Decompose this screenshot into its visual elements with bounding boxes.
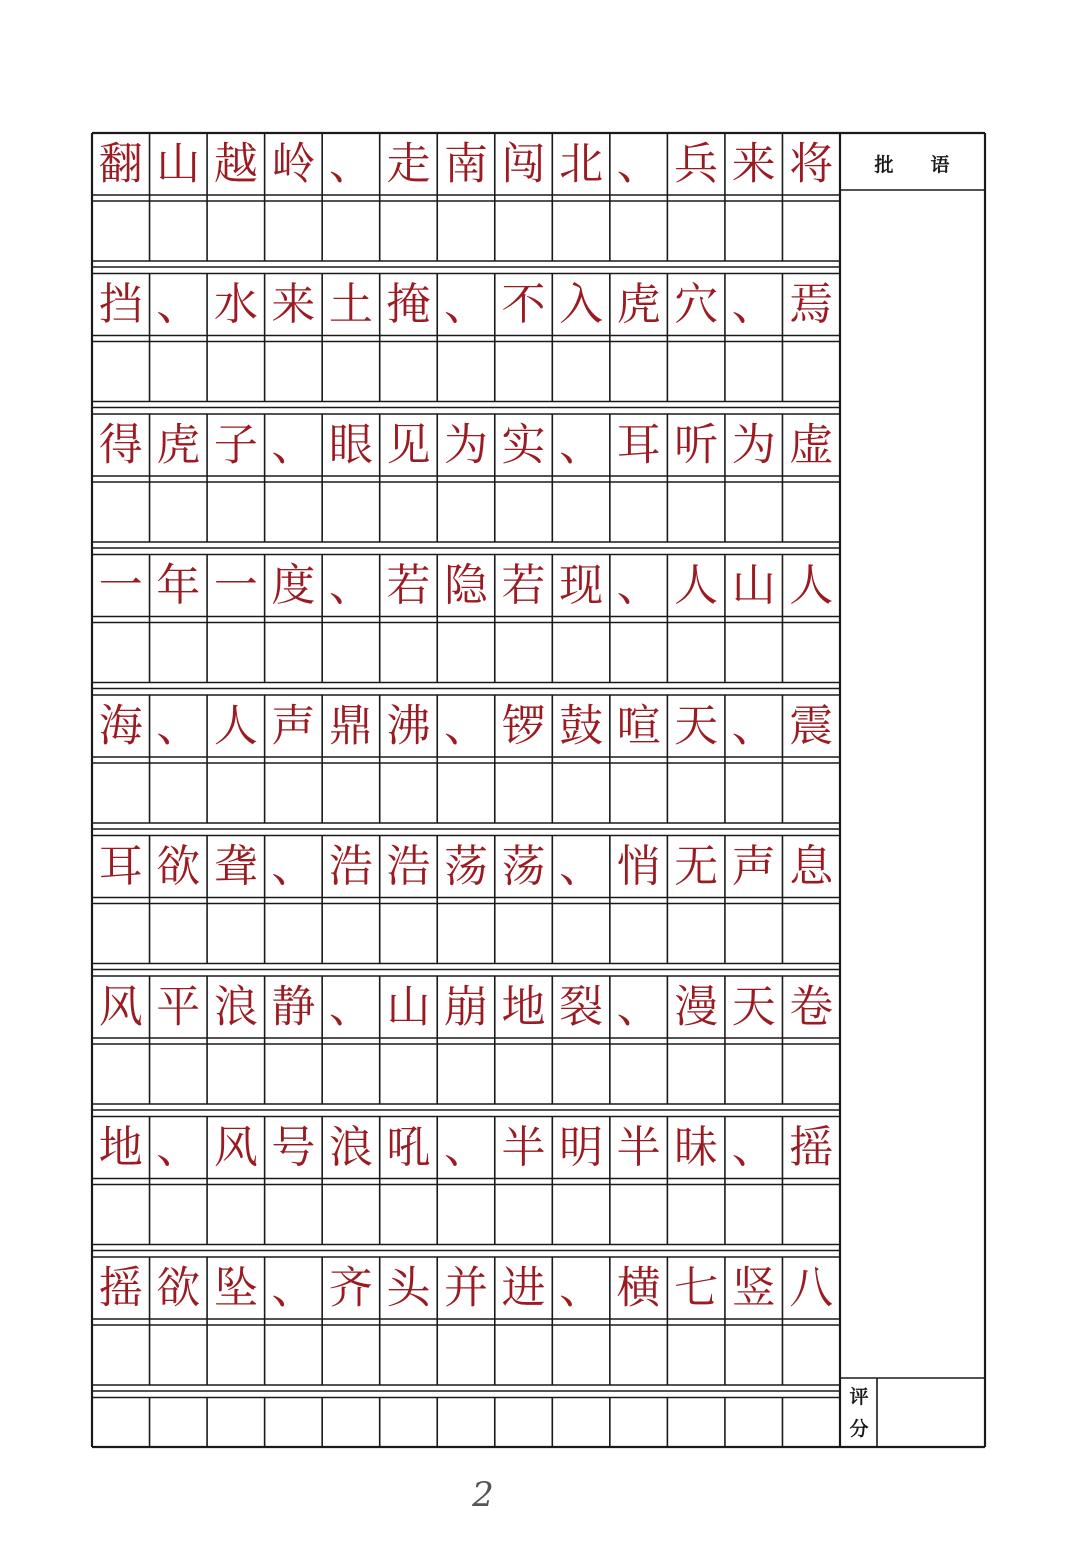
practice-character: 岭: [271, 138, 316, 190]
practice-character: 一: [213, 560, 258, 611]
practice-character: 齐: [328, 1262, 373, 1314]
practice-character: 震: [789, 700, 834, 752]
practice-character: 年: [156, 560, 201, 611]
practice-character: 耳: [98, 841, 143, 892]
practice-character: 土: [328, 279, 373, 330]
practice-character: 焉: [789, 279, 834, 330]
practice-character: 天: [731, 981, 776, 1033]
practice-character: 、: [731, 1122, 776, 1173]
practice-character: 息: [789, 841, 834, 892]
practice-character: 子: [213, 419, 258, 471]
practice-character: 竖: [731, 1262, 776, 1314]
practice-character: 沸: [386, 700, 431, 752]
practice-characters: [99, 139, 834, 1314]
practice-character: 隐: [444, 560, 488, 611]
practice-character: 得: [98, 419, 143, 471]
practice-character: 漫: [674, 981, 719, 1033]
practice-character: 见: [386, 419, 431, 471]
practice-character: 浩: [386, 841, 431, 892]
practice-character: 、: [156, 700, 201, 752]
practice-character: 聋: [213, 841, 258, 892]
page-number: 2: [472, 1475, 494, 1515]
practice-character: 山: [156, 138, 201, 190]
practice-character: 明: [559, 1122, 604, 1173]
practice-character: 兵: [674, 138, 719, 190]
practice-character: 来: [731, 138, 776, 190]
practice-character: 挡: [98, 279, 143, 330]
practice-character: 、: [616, 560, 661, 611]
practice-character: 为: [731, 419, 776, 471]
practice-character: 天: [674, 700, 719, 752]
score-label-char-2: 分: [849, 1418, 869, 1440]
practice-character: 人: [674, 560, 719, 611]
practice-character: 横: [616, 1262, 661, 1314]
practice-character: 翻: [98, 138, 143, 190]
practice-character: 南: [444, 138, 488, 190]
practice-character: 、: [271, 1262, 316, 1314]
practice-character: 风: [213, 1122, 258, 1173]
practice-character: 人: [213, 700, 258, 752]
practice-character: 掩: [386, 279, 431, 330]
practice-character: 地: [98, 1122, 143, 1173]
practice-character: 吼: [386, 1122, 431, 1173]
practice-character: 将: [789, 138, 834, 190]
practice-character: 若: [501, 560, 546, 611]
practice-character: 无: [674, 841, 719, 892]
practice-character: 号: [271, 1122, 316, 1173]
practice-character: 来: [271, 279, 316, 330]
practice-character: 荡: [501, 841, 546, 892]
practice-character: 海: [98, 700, 143, 752]
practice-character: 人: [789, 560, 834, 611]
practice-character: 浩: [328, 841, 373, 892]
practice-character: 喧: [616, 700, 661, 752]
practice-character: 不: [501, 279, 546, 330]
practice-character: 昧: [674, 1122, 719, 1173]
practice-character: 裂: [559, 981, 604, 1033]
practice-character: 虚: [789, 419, 834, 471]
practice-character: 、: [444, 1122, 488, 1173]
practice-character: 、: [731, 700, 776, 752]
practice-character: 静: [271, 981, 316, 1033]
practice-character: 、: [156, 279, 201, 330]
practice-character: 一: [98, 560, 143, 611]
practice-character: 、: [616, 138, 661, 190]
practice-character: 并: [444, 1262, 488, 1314]
practice-character: 风: [98, 981, 143, 1033]
practice-character: 、: [731, 279, 776, 330]
practice-character: 鼎: [328, 700, 373, 752]
practice-character: 、: [271, 841, 316, 892]
practice-character: 闯: [501, 138, 546, 190]
practice-character: 地: [501, 981, 546, 1033]
practice-character: 水: [213, 279, 258, 330]
practice-character: 声: [731, 841, 776, 892]
practice-character: 浪: [328, 1122, 373, 1173]
practice-character: 入: [559, 279, 604, 330]
practice-character: 、: [328, 138, 373, 190]
practice-character: 七: [674, 1262, 719, 1314]
practice-character: 走: [386, 138, 431, 190]
practice-character: 现: [559, 560, 604, 611]
practice-character: 鼓: [559, 700, 604, 752]
practice-character: 平: [156, 981, 201, 1033]
practice-character: 耳: [616, 419, 661, 471]
practice-character: 北: [559, 138, 604, 190]
practice-grid: [92, 133, 985, 1447]
sidebar: [849, 153, 949, 1440]
practice-character: 、: [328, 981, 373, 1033]
practice-character: 欲: [156, 841, 201, 892]
practice-character: 摇: [789, 1122, 834, 1173]
practice-character: 卷: [789, 981, 834, 1033]
practice-character: 摇: [98, 1262, 143, 1314]
practice-character: 度: [271, 560, 316, 611]
practice-character: 山: [386, 981, 431, 1033]
practice-character: 锣: [501, 700, 546, 752]
practice-character: 、: [156, 1122, 201, 1173]
practice-character: 越: [213, 138, 258, 190]
practice-character: 半: [501, 1122, 546, 1173]
practice-character: 声: [271, 700, 316, 752]
comment-label-char-1: 批: [874, 154, 894, 176]
practice-character: 、: [559, 419, 604, 471]
practice-character: 、: [271, 419, 316, 471]
practice-character: 虎: [156, 419, 201, 471]
practice-character: 浪: [213, 981, 258, 1033]
practice-character: 、: [559, 841, 604, 892]
practice-character: 八: [789, 1262, 834, 1314]
practice-character: 山: [731, 560, 776, 611]
practice-character: 荡: [444, 841, 488, 892]
practice-character: 为: [444, 419, 488, 471]
practice-character: 实: [501, 419, 546, 471]
practice-character: 、: [559, 1262, 604, 1314]
practice-character: 穴: [674, 279, 719, 330]
practice-character: 坠: [213, 1262, 258, 1314]
practice-character: 崩: [444, 981, 488, 1033]
score-label-char-1: 评: [849, 1386, 869, 1408]
practice-character: 欲: [156, 1262, 201, 1314]
comment-label-char-2: 语: [930, 154, 950, 176]
practice-character: 悄: [616, 841, 661, 892]
practice-character: 头: [386, 1262, 431, 1314]
practice-character: 、: [616, 981, 661, 1033]
practice-character: 眼: [328, 419, 373, 471]
practice-character: 若: [386, 560, 431, 611]
practice-character: 、: [328, 560, 373, 611]
practice-character: 听: [674, 419, 719, 471]
practice-character: 进: [501, 1262, 546, 1314]
practice-character: 、: [444, 279, 488, 330]
practice-character: 、: [444, 700, 488, 752]
practice-character: 虎: [616, 279, 661, 330]
practice-character: 半: [616, 1122, 661, 1173]
